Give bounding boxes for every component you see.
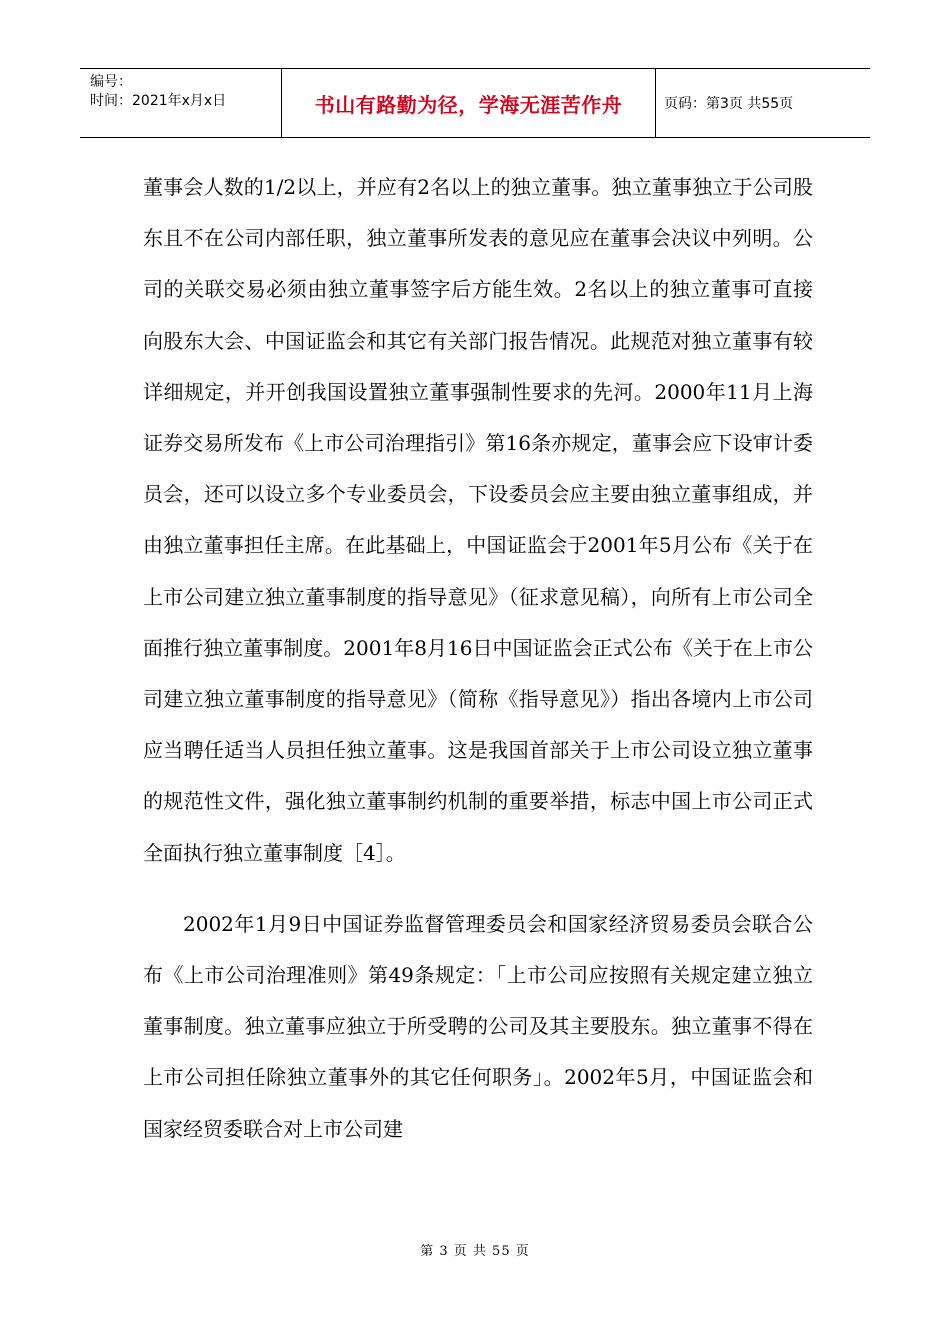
page-footer: 第 3 页 共 55 页: [420, 1244, 530, 1259]
body-paragraph-1: 董事会人数的1/2以上，并应有2名以上的独立董事。独立董事独立于公司股东且不在公司内部任职，独立董事所发表的意见应在董事会决议中列明。公司的关联交易必须由独立董事签字后方能生效。2名以上的独立董事可直接向股东大会、中国证监会和其它有关部门报告情况。此规范对独立董事有较详细规定，并开创我国设置独立董事强制性要求的先河。2000年11月上海证券交易所发布《上市公司治理指引》第16条亦规定，董事会应下设审计委员会，还可以设立多个专业委员会，下设委员会应主要由独立董事组成，并由独立董事担任主席。在此基础上，中国证监会于2001年5月公布《关于在上市公司建立独立董事制度的指导意见》（征求意见稿），向所有上市公司全面推行独立董事制度。2001年8月16日中国证监会正式公布《关于在上市公司建立独立董事制度的指导意见》（简称《指导意见》）指出各境内上市公司应当聘任适当人员担任独立董事。这是我国首部关于上市公司设立独立董事的规范性文件，强化独立董事制约机制的重要举措，标志中国上市公司正式全面执行独立董事制度［4］。: [143, 175, 813, 865]
paragraph-spacer: [143, 879, 813, 899]
document-number-label: 编号：: [90, 74, 132, 90]
header-meta-cell: [80, 69, 282, 137]
document-date-label: 时间：2021年x月x日: [90, 93, 227, 109]
page-header: [80, 68, 870, 138]
document-body: [143, 162, 813, 1155]
header-motto: 书山有路勤为径，学海无涯苦作舟: [282, 69, 656, 137]
header-page-info: 页码：第3页 共55页: [664, 96, 794, 112]
body-paragraph-2: 2002年1月9日中国证券监督管理委员会和国家经济贸易委员会联合公布《上市公司治理准则》第49条规定：「上市公司应按照有关规定建立独立董事制度。独立董事应独立于所受聘的公司及其主要股东。独立董事不得在上市公司担任除独立董事外的其它任何职务」。2002年5月，中国证监会和国家经贸委联合对上市公司建: [143, 911, 813, 1141]
